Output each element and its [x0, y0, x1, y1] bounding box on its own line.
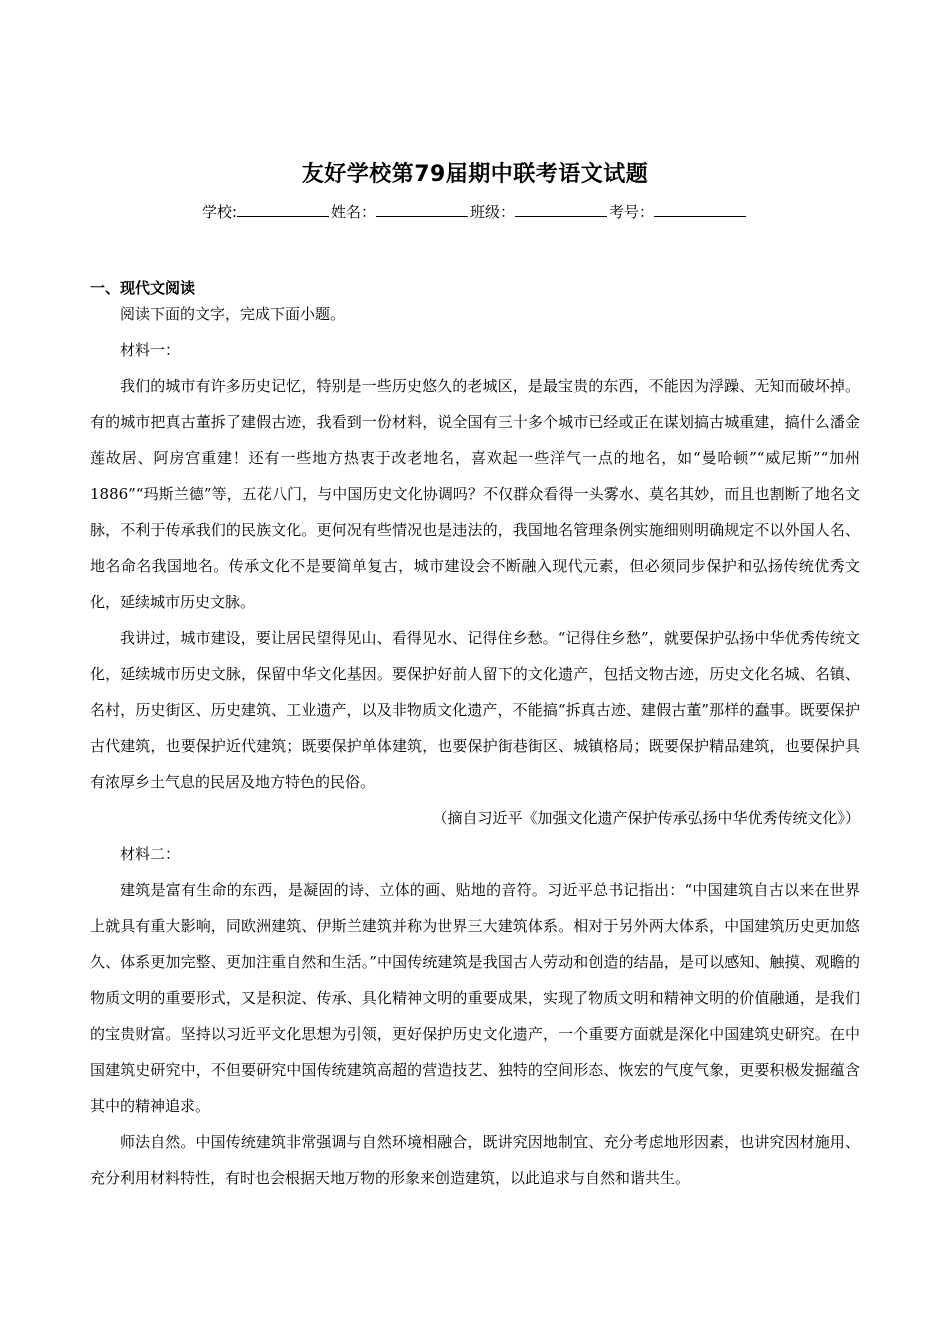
- instruction: 阅读下面的文字，完成下面小题。: [120, 305, 346, 323]
- class-label: 班级：: [470, 203, 516, 221]
- student-info-line: [0, 200, 950, 224]
- section-heading: 一、现代文阅读: [90, 279, 196, 297]
- number-label: 考号：: [609, 203, 655, 221]
- name-label: 姓名：: [331, 203, 377, 221]
- number-blank[interactable]: [654, 201, 746, 217]
- material2-paragraph: 建筑是富有生命的东西，是凝固的诗、立体的画、贴地的音符。习近平总书记指出：“中国建筑自古以来在世界上就具有重大影响，同欧洲建筑、伊斯兰建筑并称为世界三大建筑体系。相对于另外两大体系，中国建筑历史更加悠久、体系更加完整、更加注重自然和生活。”中国传统建筑是我国古人劳动和创造的结晶，是可以感知、触摸、观瞻的物质文明的重要形式，又是积淀、传承、具化精神文明的重要成果，实现了物质文明和精神文明的价值融通，是我们的宝贵财富。坚持以习近平文化思想为引领，更好保护历史文化遗产，一个重要方面就是深化中国建筑史研究。在中国建筑史研究中，不但要研究中国传统建筑高超的营造技艺、独特的空间形态、恢宏的气度气象，更要积极发掘蕴含其中的精神追求。: [90, 881, 860, 1115]
- material1-paragraph: 我讲过，城市建设，要让居民望得见山、看得见水、记得住乡愁。“记得住乡愁”，就要保护弘扬中华优秀传统文化，延续城市历史文脉，保留中华文化基因。要保护好前人留下的文化遗产，包括文物古迹，历史文化名城、名镇、名村，历史街区、历史建筑、工业遗产，以及非物质文化遗产，不能搞“拆真古迹、建假古董”那样的蠢事。既要保护古代建筑，也要保护近代建筑；既要保护单体建筑，也要保护街巷街区、城镇格局；既要保护精品建筑，也要保护具有浓厚乡土气息的民居及地方特色的民俗。: [90, 629, 860, 791]
- material1-source: （摘自习近平《加强文化遗产保护传承弘扬中华优秀传统文化》）: [432, 809, 860, 827]
- school-blank[interactable]: [237, 201, 329, 217]
- exam-title: 友好学校第79届期中联考语文试题: [301, 162, 649, 187]
- material1-paragraph: 我们的城市有许多历史记忆，特别是一些历史悠久的老城区，是最宝贵的东西，不能因为浮躁、无知而破坏掉。有的城市把真古董拆了建假古迹，我看到一份材料，说全国有三十多个城市已经或正在谋划搞古城重建，搞什么潘金莲故居、阿房宫重建！还有一些地方热衷于改老地名，喜欢起一些洋气一点的地名，如“曼哈顿”“威尼斯”“加州1886”“玛斯兰德”等，五花八门，与中国历史文化协调吗？不仅群众看得一头雾水、莫名其妙，而且也割断了地名文脉，不利于传承我们的民族文化。更何况有些情况也是违法的，我国地名管理条例实施细则明确规定不以外国人名、地名命名我国地名。传承文化不是要简单复古，城市建设会不断融入现代元素，但必须同步保护和弘扬传统优秀文化，延续城市历史文脉。: [90, 377, 860, 611]
- material1-label: 材料一：: [120, 341, 181, 359]
- name-blank[interactable]: [376, 201, 468, 217]
- material2-label: 材料二：: [120, 845, 181, 863]
- reading-passage: [90, 296, 860, 1196]
- school-label: 学校:: [201, 203, 237, 221]
- class-blank[interactable]: [515, 201, 607, 217]
- material2-paragraph: 师法自然。中国传统建筑非常强调与自然环境相融合，既讲究因地制宜、充分考虑地形因素，也讲究因材施用、充分利用材料特性，有时也会根据天地万物的形象来创造建筑，以此追求与自然和谐共生。: [90, 1133, 860, 1187]
